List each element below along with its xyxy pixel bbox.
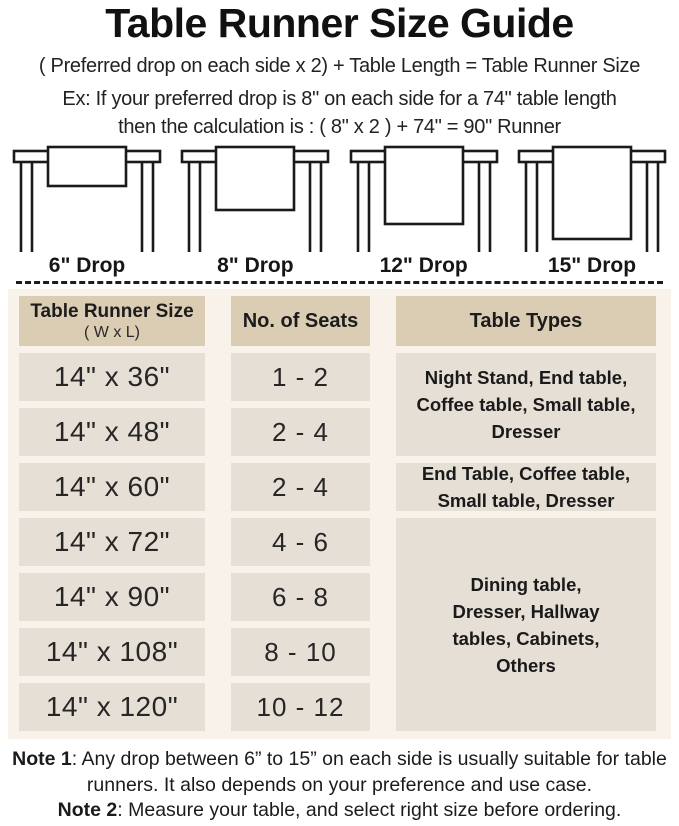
- table-row-seats: 8 - 10: [231, 628, 370, 676]
- seats-header-label: No. of Seats: [242, 310, 359, 332]
- table-row-seats: 4 - 6: [231, 518, 370, 566]
- table-drop-illustration-12in: [349, 142, 499, 252]
- table-row-size: 14" x 36": [19, 353, 205, 401]
- table-drop-illustration-8in: [180, 142, 330, 252]
- column-header-runner-size: [19, 296, 205, 346]
- runner-size-header-sub: ( W x L): [84, 323, 140, 341]
- note-1-label: Note 1: [12, 748, 72, 770]
- table-row-seats: 1 - 2: [231, 353, 370, 401]
- column-header-table-types: [396, 296, 656, 346]
- note-2-text: : Measure your table, and select right size before ordering.: [117, 799, 622, 821]
- table-types-group-text: Dining table, Dresser, Hallway tables, Cabinets, Others: [452, 573, 600, 676]
- table-side-view-icon: [349, 142, 499, 252]
- page-title: Table Runner Size Guide: [105, 0, 574, 46]
- table-types-group-text: Night Stand, End table, Coffee table, Small table, Dresser: [416, 367, 636, 442]
- drop-illustrations: [0, 142, 679, 252]
- dashed-divider: [16, 281, 663, 284]
- table-row-size: 14" x 108": [19, 628, 205, 676]
- size-guide-grid: [19, 296, 660, 731]
- example-line-2: then the calculation is : ( 8" x 2 ) + 74" = 90" Runner: [118, 116, 561, 138]
- table-row-seats: 2 - 4: [231, 408, 370, 456]
- table-side-view-icon: [180, 142, 330, 252]
- drop-labels-row: [0, 252, 679, 279]
- table-types-group-medium: [396, 463, 656, 511]
- table-row-seats: 2 - 4: [231, 463, 370, 511]
- drop-label-8in: 8" Drop: [217, 254, 294, 277]
- drop-label-6in: 6" Drop: [48, 254, 126, 277]
- note-1-text: : Any drop between 6” to 15” on each side is usually suitable for table runners. It also depends on your preference and use case.: [71, 748, 667, 796]
- table-types-group-small: [396, 353, 656, 456]
- column-header-seats: [231, 296, 370, 346]
- table-row-seats: 6 - 8: [231, 573, 370, 621]
- table-row-size: 14" x 120": [19, 683, 205, 731]
- table-side-view-icon: [517, 142, 667, 252]
- note-1: [4, 747, 675, 798]
- table-row-size: 14" x 72": [19, 518, 205, 566]
- drop-label-12in: 12" Drop: [379, 254, 468, 277]
- table-row-size: 14" x 48": [19, 408, 205, 456]
- notes-section: [0, 747, 679, 824]
- table-row-size: 14" x 60": [19, 463, 205, 511]
- table-row-seats: 10 - 12: [231, 683, 370, 731]
- example-line-1: Ex: If your preferred drop is 8" on each side for a 74" table length: [62, 88, 617, 110]
- formula-line: ( Preferred drop on each side x 2) + Table Length = Table Runner Size: [38, 55, 641, 77]
- note-2-label: Note 2: [57, 799, 118, 821]
- size-guide-table: [8, 289, 671, 739]
- table-side-view-icon: [12, 142, 162, 252]
- table-row-size: 14" x 90": [19, 573, 205, 621]
- table-types-group-text: End Table, Coffee table, Small table, Dresser: [421, 463, 631, 511]
- table-types-group-large: [396, 518, 656, 731]
- table-types-header-label: Table Types: [469, 310, 583, 332]
- drop-label-15in: 15" Drop: [547, 254, 637, 277]
- note-2: [4, 798, 675, 824]
- runner-size-header-title: Table Runner Size: [30, 300, 194, 322]
- table-drop-illustration-6in: [12, 142, 162, 252]
- table-drop-illustration-15in: [517, 142, 667, 252]
